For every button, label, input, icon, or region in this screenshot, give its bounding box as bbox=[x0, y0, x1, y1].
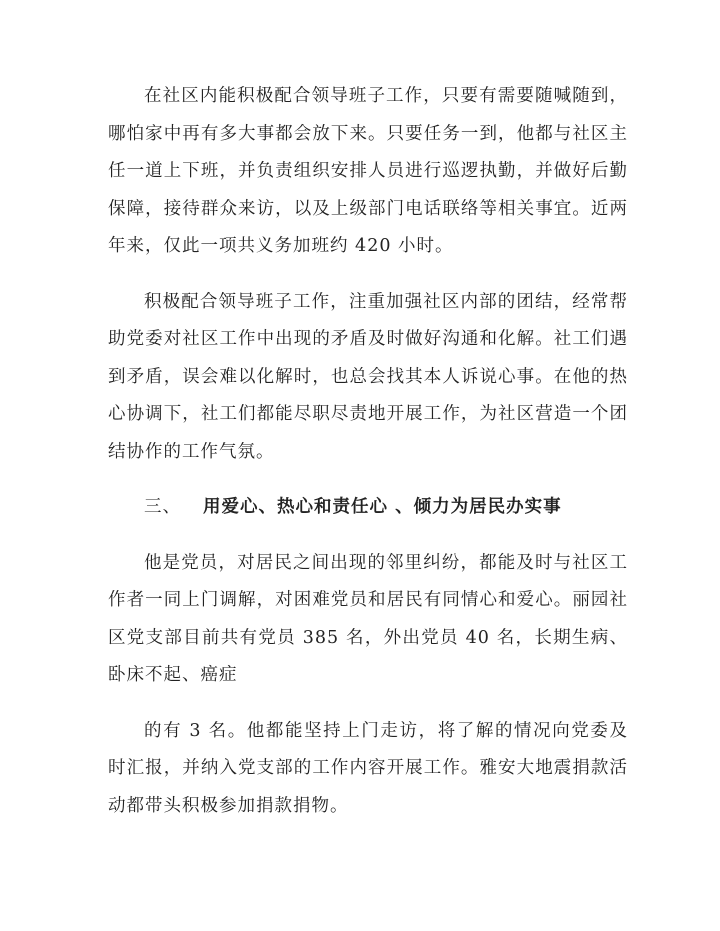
section-title: 用爱心、热心和责任心 、倾力为居民办实事 bbox=[203, 497, 562, 517]
paragraph-4: 的有 3 名。他都能坚持上门走访，将了解的情况向党委及时汇报，并纳入党支部的工作内容开展工作。雅安大地震捐款活动都带头积极参加捐款捐物。 bbox=[108, 720, 628, 816]
document-page bbox=[108, 78, 628, 825]
paragraph-1: 在社区内能积极配合领导班子工作，只要有需要随喊随到，哪怕家中再有多大事都会放下来。只要任务一到，他都与社区主任一道上下班，并负责组织安排人员进行巡逻执勤，并做好后勤保障，接待群众来访，以及上级部门电话联络等相关事宜。近两年来，仅此一项共义务加班约 420 小时。 bbox=[108, 86, 628, 256]
section-heading bbox=[108, 489, 628, 527]
paragraph-3: 他是党员，对居民之间出现的邻里纠纷，都能及时与社区工作者一同上门调解，对困难党员和居民有同情心和爱心。丽园社区党支部目前共有党员 385 名，外出党员 40 名，长期生病、卧床不起、癌症 bbox=[108, 552, 628, 685]
section-number: 三、 bbox=[144, 497, 181, 517]
paragraph-2: 积极配合领导班子工作，注重加强社区内部的团结，经常帮助党委对社区工作中出现的矛盾及时做好沟通和化解。社工们遇到矛盾，误会难以化解时，也总会找其本人诉说心事。在他的热心协调下，社工们都能尽职尽责地开展工作，为社区营造一个团结协作的工作气氛。 bbox=[108, 291, 628, 462]
